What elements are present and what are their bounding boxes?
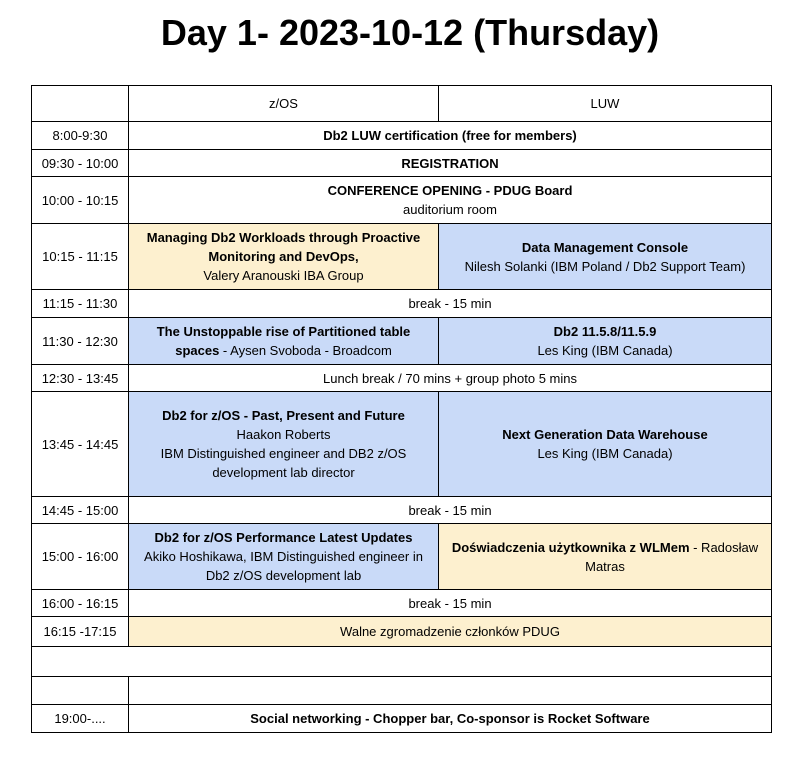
session-title: Data Management Console — [521, 239, 689, 255]
session-speaker: - Aysen Svoboda - Broadcom — [219, 343, 392, 358]
empty-cell — [32, 647, 772, 677]
session-title: Db2 for z/OS - Past, Present and Future — [162, 408, 405, 423]
session-speaker-role: IBM Distinguished engineer and DB2 z/OS development lab director — [160, 446, 407, 480]
session-speaker: Les King (IBM Canada) — [537, 446, 673, 461]
session-cell — [129, 150, 772, 177]
session-cell-luw — [439, 392, 772, 497]
session-title: Db2 LUW certification (free for members) — [323, 128, 577, 143]
time-cell: 12:30 - 13:45 — [32, 365, 129, 392]
session-speaker: Nilesh Solanki (IBM Poland / Db2 Support Team) — [464, 258, 746, 274]
session-cell-zos — [129, 392, 439, 497]
session-title: Social networking - Chopper bar, Co-sponsor is Rocket Software — [250, 711, 650, 726]
session-speaker: Akiko Hoshikawa, IBM Distinguished engineer in Db2 z/OS development lab — [144, 549, 423, 583]
agenda-row — [32, 617, 772, 647]
session-cell-luw — [439, 524, 772, 590]
agenda-row — [32, 150, 772, 177]
session-cell — [129, 177, 772, 224]
session-cell — [129, 122, 772, 150]
agenda-row — [32, 290, 772, 318]
agenda-table — [31, 85, 772, 733]
header-time-cell — [32, 86, 129, 122]
session-title: REGISTRATION — [401, 155, 499, 171]
session-speaker: Les King (IBM Canada) — [537, 343, 673, 358]
agenda-row — [32, 177, 772, 224]
session-title: Db2 11.5.8/11.5.9 — [553, 324, 657, 339]
empty-cell — [129, 677, 772, 705]
time-cell: 13:45 - 14:45 — [32, 392, 129, 497]
header-luw: LUW — [439, 86, 772, 122]
session-speaker: Haakon Roberts — [236, 427, 331, 442]
time-cell — [32, 677, 129, 705]
session-cell-zos — [129, 318, 439, 365]
page-title: Day 1- 2023-10-12 (Thursday) — [160, 12, 660, 53]
agenda-row — [32, 705, 772, 733]
break-cell: break - 15 min — [129, 290, 772, 318]
session-speaker: - Radosław Matras — [585, 539, 759, 574]
time-cell: 11:15 - 11:30 — [32, 290, 129, 318]
agenda-row — [32, 497, 772, 524]
time-cell: 15:00 - 16:00 — [32, 524, 129, 590]
agenda-row — [32, 318, 772, 365]
agenda-row — [32, 365, 772, 392]
time-cell: 16:15 -17:15 — [32, 617, 129, 647]
header-zos: z/OS — [129, 86, 439, 122]
session-cell — [129, 705, 772, 733]
break-cell: break - 15 min — [129, 497, 772, 524]
time-cell: 10:15 - 11:15 — [32, 224, 129, 290]
session-title: CONFERENCE OPENING - PDUG Board — [327, 183, 573, 198]
break-cell: Lunch break / 70 mins + group photo 5 mins — [129, 365, 772, 392]
time-cell: 11:30 - 12:30 — [32, 318, 129, 365]
session-cell-luw — [439, 318, 772, 365]
session-title: Doświadczenia użytkownika z WLMem — [451, 539, 690, 555]
agenda-row — [32, 224, 772, 290]
time-cell: 09:30 - 10:00 — [32, 150, 129, 177]
session-title: The Unstoppable rise of Partitioned table spaces — [156, 324, 411, 358]
session-speaker: Valery Aranouski IBA Group — [203, 268, 364, 283]
session-cell: Walne zgromadzenie członków PDUG — [129, 617, 772, 647]
agenda-row — [32, 524, 772, 590]
agenda-row-empty — [32, 647, 772, 677]
header-row — [32, 86, 772, 122]
agenda-row-empty — [32, 677, 772, 705]
break-cell: break - 15 min — [129, 590, 772, 617]
time-cell: 16:00 - 16:15 — [32, 590, 129, 617]
session-cell-luw — [439, 224, 772, 290]
session-title: Db2 for z/OS Performance Latest Updates — [154, 530, 413, 545]
time-cell: 19:00-.... — [32, 705, 129, 733]
agenda-row — [32, 392, 772, 497]
agenda-row — [32, 590, 772, 617]
time-cell: 8:00-9:30 — [32, 122, 129, 150]
session-title: Next Generation Data Warehouse — [502, 427, 708, 442]
session-location: auditorium room — [403, 202, 497, 217]
session-cell-zos — [129, 224, 439, 290]
time-cell: 10:00 - 10:15 — [32, 177, 129, 224]
session-cell-zos — [129, 524, 439, 590]
time-cell: 14:45 - 15:00 — [32, 497, 129, 524]
session-title: Managing Db2 Workloads through Proactive Monitoring and DevOps, — [146, 230, 421, 264]
agenda-row — [32, 122, 772, 150]
